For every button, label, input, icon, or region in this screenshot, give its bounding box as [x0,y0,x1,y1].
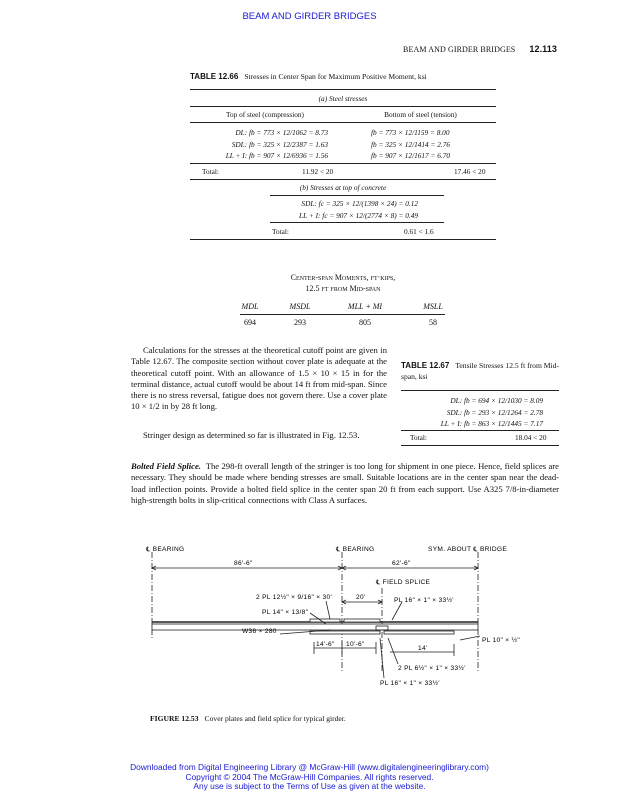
rule [190,89,496,90]
moment-value: 58 [429,318,437,327]
girder-figure [130,540,570,712]
moment-value: 694 [244,318,256,327]
rule [401,390,559,391]
label-pl-top: 2 PL 12½" × 9/16" × 30' [256,594,333,601]
steel-top-rows [190,127,340,162]
concrete-rows [250,198,418,221]
label-pl-10: PL 10" × ½" [482,637,520,644]
total-label: Total: [202,167,219,176]
total-concrete: 0.61 < 1.6 [404,227,434,236]
total-tensile: 18.04 < 20 [515,433,547,442]
rule [190,179,496,180]
running-head-title: BEAM AND GIRDER BRIDGES [403,45,516,54]
rule [401,430,559,431]
rule [190,163,496,164]
leader [460,636,480,640]
label-beam: W36 × 280 [242,628,277,635]
label-dim-20: 20' [356,594,366,601]
label-dim-10-6: 10'-6" [346,641,365,648]
rule [240,314,445,315]
moment-header: MLL + MI [347,302,383,311]
label-dim-14: 14' [418,645,428,652]
table-row: DL: fb = 694 × 12/1030 = 8.09 [450,396,543,405]
total-label: Total: [272,227,289,236]
footer-terms: Any use is subject to the Terms of Use as given at the website. [193,781,426,792]
table-row: DL: fb = 773 × 12/1062 = 8.73 [235,128,328,137]
leader [392,602,402,620]
top-cover-plate [310,619,340,622]
top-cover-plate [344,619,380,622]
bottom-cover-plate [310,631,380,634]
paragraph-heading: Bolted Field Splice. [131,461,201,471]
footer [0,763,619,792]
total-bottom: 17.46 < 20 [454,167,486,176]
label-field-splice: ℄ FIELD SPLICE [376,579,431,586]
figure-caption [150,714,346,723]
section-b-heading: (b) Stresses at top of concrete [299,183,387,192]
table-row: LL + I: fc = 907 × 12/(2774 × 8) = 0.49 [299,210,418,220]
table-12-66-caption [190,72,427,81]
label-pl-16-top: PL 16" × 1" × 33½' [394,597,454,604]
w36-beam [152,624,478,630]
label-bearing-mid: ℄ BEARING [336,546,375,553]
table-12-67-rows [401,395,543,430]
footer-download-link[interactable]: Downloaded from Digital Engineering Library @ McGraw-Hill (www.digitalengineeringlibrary.com) [130,762,489,772]
figure-label: FIGURE 12.53 [150,714,199,723]
site-banner: BEAM AND GIRDER BRIDGES [242,11,377,22]
col-header-bottom: Bottom of steel (tension) [384,110,457,119]
total-top: 11.92 < 20 [302,167,334,176]
label-dim-left: 86'-6" [234,560,253,567]
running-head [403,44,557,54]
table-row: fb = 325 × 12/1414 = 2.76 [371,139,451,149]
moments-title-2: 12.5 ft from Mid-span [305,284,381,293]
leader [388,638,398,664]
table-row: SDL: fc = 325 × 12/(1398 × 24) = 0.12 [301,199,418,208]
steel-bottom-rows [371,127,450,162]
rule [270,222,444,223]
label-dim-14-6: 14'-6" [316,641,335,648]
label-pl-16-bottom: PL 16" × 1" × 33½' [380,680,440,687]
moment-value: 293 [294,318,306,327]
table-12-67-title: Tensile Stresses 12.5 ft from Mid-span, ksi [401,361,559,381]
leader [326,601,330,619]
table-row: LL + I: fb = 907 × 12/6936 = 1.56 [225,151,328,160]
table-row: SDL: fb = 325 × 12/2387 = 1.63 [231,139,328,149]
col-header-top: Top of steel (compression) [226,110,304,119]
bottom-cover-plate [384,631,454,634]
paragraph-text: The 298-ft overall length of the stringer is too long for shipment in one piece. Hence, field splices are necessary. They should be made where bending stresses are small. Suitable locations are in the center span near the dead-load inflection points. Provide a bolted field splice in the center span 20 ft from each support. Use A325 7/8-in-diameter high-strength bolts in slip-critical connections with Class A surfaces. [131,461,559,505]
label-pl-14: PL 14" × 13/8" [262,609,309,616]
rule [190,239,496,240]
moments-title-1: Center-span Moments, ft·kips, [290,273,396,282]
table-12-67-label: TABLE 12.67 [401,361,450,370]
section-a-heading: (a) Steel stresses [318,94,368,103]
paragraph-field-splice [131,461,559,506]
table-12-67-caption [401,361,559,382]
figure-caption-text: Cover plates and field splice for typical girder. [204,714,346,723]
rule [190,106,496,107]
moment-header: MDL [241,302,259,311]
total-label: Total: [410,433,427,442]
rule [190,122,496,123]
table-12-66-label: TABLE 12.66 [190,72,239,81]
paragraph-stringer: Stringer design as determined so far is illustrated in Fig. 12.53. [143,430,360,440]
label-pl-2-bottom: 2 PL 6½" × 1" × 33½' [398,665,466,672]
moment-header: MSLL [423,302,443,311]
table-row: fb = 907 × 12/1617 = 6.70 [371,151,451,160]
table-row: fb = 773 × 12/1159 = 8.00 [371,128,450,137]
table-row: SDL: fb = 293 × 12/1264 = 2.78 [446,407,543,417]
page-number: 12.113 [529,44,557,54]
moment-header: MSDL [289,302,311,311]
rule [401,445,559,446]
label-bearing-left: ℄ BEARING [146,546,185,553]
label-symmetry: SYM. ABOUT ℄ BRIDGE [428,546,508,553]
rule [270,195,444,196]
moment-value: 805 [359,318,371,327]
table-12-66-title: Stresses in Center Span for Maximum Positive Moment, ksi [244,72,427,81]
label-dim-right: 62'-6" [392,560,411,567]
paragraph-cutoff: Calculations for the stresses at the theoretical cutoff point are given in Table 12.67. The composite section without cover plate is adequate at the theoretical cutoff point. With an allowance of 1.5 × 10 × 15 in for the terminal distance, actual cutoff would be about 14 ft from mid-span. Since there is no stress reversal, fatigue does not govern there. Use a cover plate 10 × 1/2 in by 28 ft long. [131,345,387,412]
footer-copyright: Copyright © 2004 The McGraw-Hill Companies. All rights reserved. [185,771,434,782]
table-row: LL + I: fb = 863 × 12/1445 = 7.17 [440,419,543,428]
